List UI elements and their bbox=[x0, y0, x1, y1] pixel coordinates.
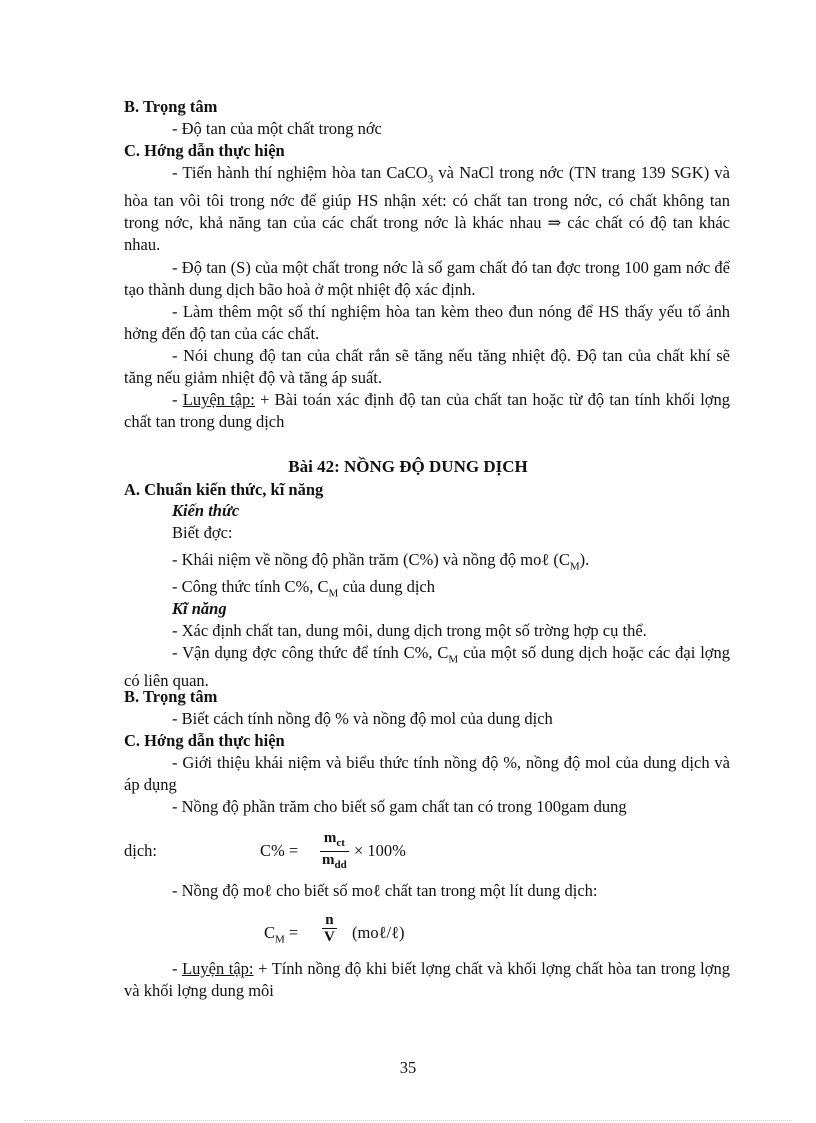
c-paragraph-4: - Nói chung độ tan của chất rắn sẽ tăng nếu tăng nhiệt độ. Độ tan của chất khí sẽ tăng nếu giảm nhiệt độ và tăng áp suất. bbox=[124, 346, 730, 387]
knowledge-item-1: - Khái niệm về nồng độ phần trăm (C%) và nồng độ moℓ $(C_M)$. bbox=[172, 550, 590, 573]
skills-label: Kĩ năng bbox=[172, 599, 227, 618]
page-number: 35 bbox=[399, 1058, 417, 1077]
lesson-heading-c: C. Hớng dẫn thực hiện bbox=[124, 731, 285, 750]
dich-label: dịch: bbox=[124, 841, 157, 860]
b-line: - Độ tan của một chất trong nớc bbox=[172, 119, 382, 138]
formula-percent-rhs: × 100% bbox=[354, 841, 406, 860]
formula-molar-row bbox=[124, 910, 730, 950]
c-paragraph-2: - Độ tan (S) của một chất trong nớc là số gam chất đó tan đợc trong 100 gam nớc để tạo thành dung dịch bão hoà ở một nhiệt độ xác định. bbox=[124, 258, 730, 299]
skill-item-1: - Xác định chất tan, dung môi, dung dịch trong một số trờng hợp cụ thể. bbox=[172, 621, 647, 640]
formula-percent-lhs: C% = bbox=[260, 841, 299, 860]
skill-item-2: - Vận dụng đợc công thức để tính C%, $C_M$ của một số dung dịch hoặc các đại lợng có liên quan. bbox=[124, 643, 731, 691]
c-paragraph-3: - Làm thêm một số thí nghiệm hòa tan kèm theo đun nóng để HS thấy yếu tố ảnh hởng đến độ tan của các chất. bbox=[124, 302, 730, 343]
lesson-c-item-3: - Nồng độ moℓ cho biết số moℓ chất tan trong một lít dung dịch: bbox=[172, 881, 598, 900]
formula-molar-fraction: $\frac{n}{V}$ bbox=[324, 912, 335, 945]
page-bottom-divider bbox=[24, 1120, 792, 1121]
lesson-c-item-2: - Nồng độ phần trăm cho biết số gam chất tan có trong 100gam dung bbox=[172, 797, 627, 816]
c-paragraph-1: - Tiến hành thí nghiệm hòa tan CaCO$_3$ và NaCl trong nớc (TN trang 139 SGK) và hòa tan vôi tôi trong nớc để giúp HS nhận xét: có chất tan trong nớc, có chất không tan trong nớc, khả năng tan của các chất trong nớc là khác nhau ⇒ các chất có độ tan khác nhau. bbox=[124, 163, 731, 255]
knowledge-item-2: - Công thức tính C%, $C_M$ của dung dịch bbox=[172, 577, 435, 600]
formula-percent-row bbox=[124, 830, 730, 870]
c-paragraph-5: - Luyện tập: + Bài toán xác định độ tan của chất tan hoặc từ độ tan tính khối lợng chất tan trong dung dịch bbox=[124, 390, 730, 431]
heading-b-trong-tam: B. Trọng tâm bbox=[124, 97, 218, 116]
lesson-b-line: - Biết cách tính nồng độ % và nồng độ mol của dung dịch bbox=[172, 709, 553, 728]
formula-molar-unit: (moℓ/ℓ) bbox=[352, 923, 405, 942]
knowledge-intro: Biết đợc: bbox=[172, 523, 233, 542]
formula-molar-lhs: $C_M$ = bbox=[264, 923, 299, 946]
lesson-c-item-1: - Giới thiệu khái niệm và biểu thức tính nồng độ %, nồng độ mol của dung dịch và áp dụng bbox=[124, 753, 730, 794]
knowledge-label: Kiến thức bbox=[172, 501, 240, 520]
lesson-title: Bài 42: NỒNG ĐỘ DUNG DỊCH bbox=[288, 457, 528, 476]
heading-c-huong-dan: C. Hớng dẫn thực hiện bbox=[124, 141, 285, 160]
formula-percent-fraction: $m_{ct}$ $m_{dd}$ bbox=[322, 830, 347, 871]
lesson-c-practice: - Luyện tập: + Tính nồng độ khi biết lợng chất và khối lợng chất hòa tan trong lợng và khối lợng dung môi bbox=[124, 959, 730, 1000]
heading-a-chuan-kien-thuc: A. Chuẩn kiến thức, kĩ năng bbox=[124, 480, 324, 499]
lesson-heading-b: B. Trọng tâm bbox=[124, 687, 218, 706]
